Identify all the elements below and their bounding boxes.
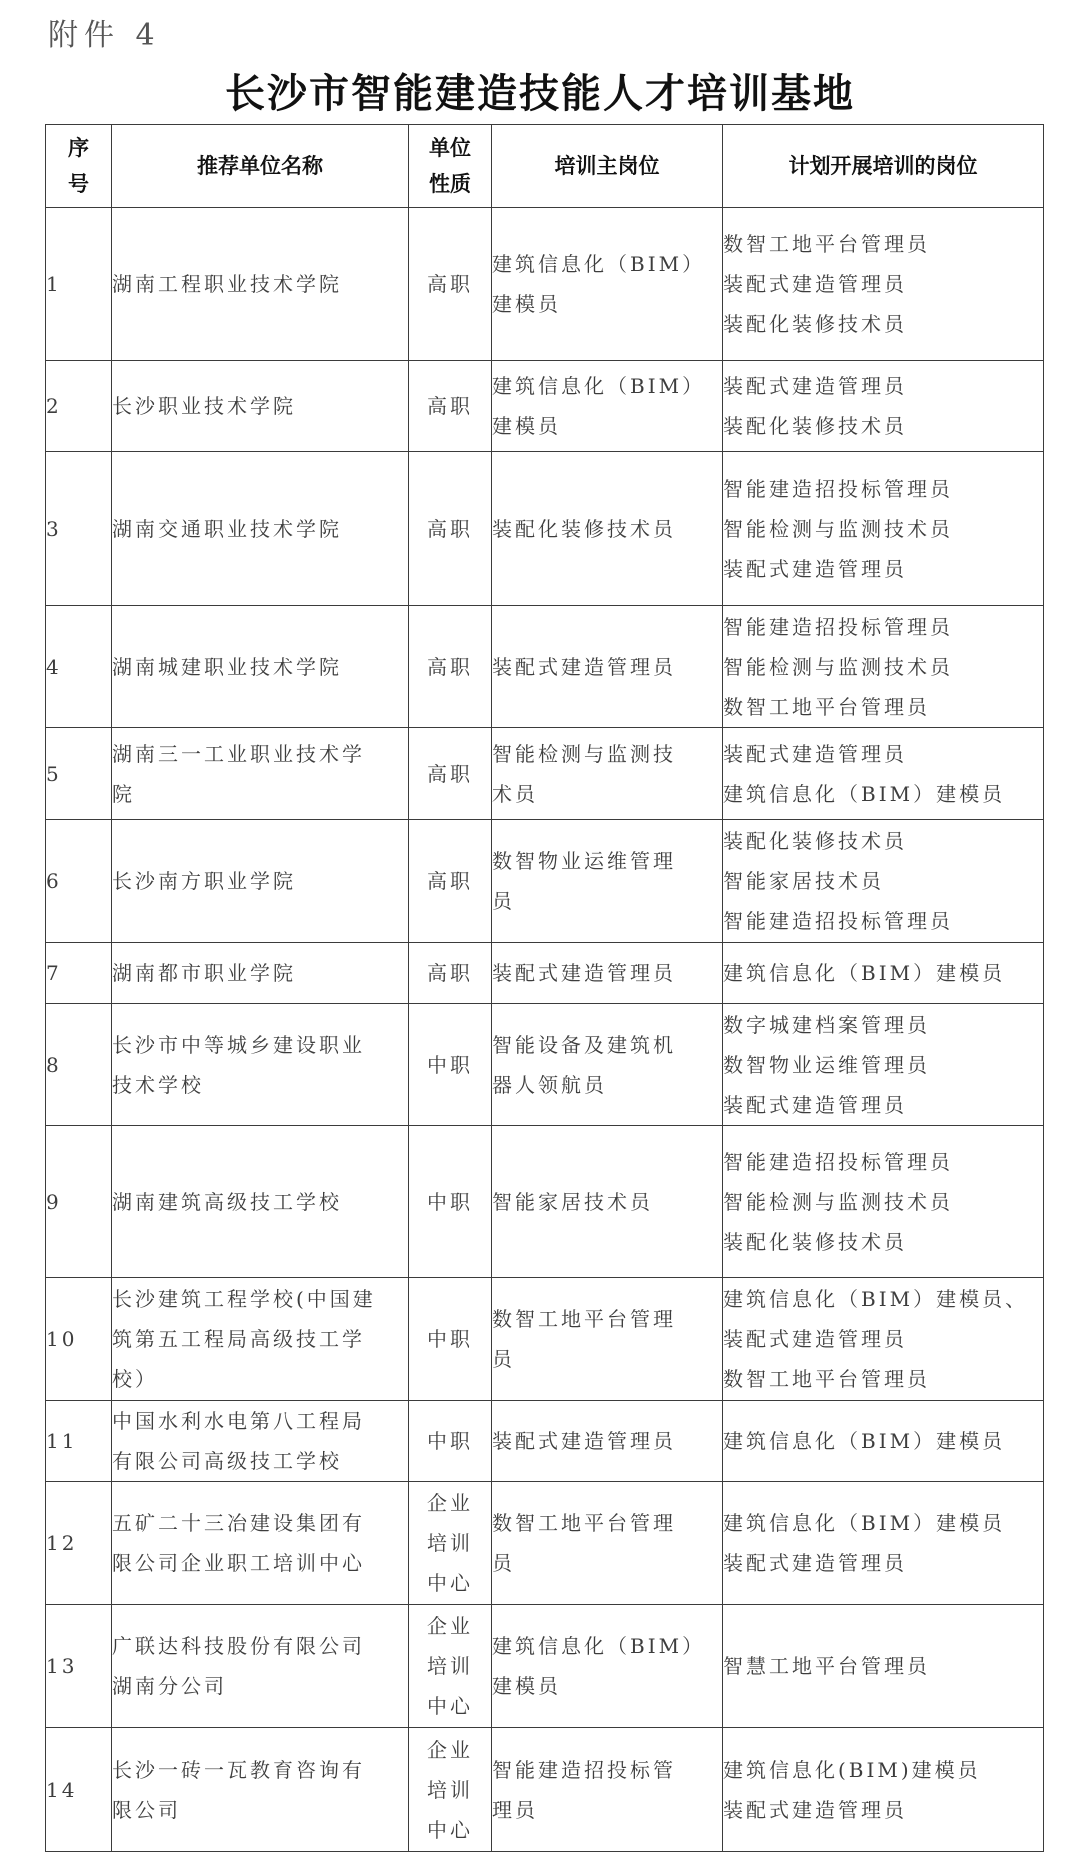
unit-name-line: 五矿二十三冶建设集团有 <box>112 1511 365 1535</box>
unit-type-cell <box>409 1126 492 1278</box>
planned-post-line: 装配化装修技术员 <box>723 414 907 438</box>
unit-type-cell <box>409 728 492 820</box>
main-post-line: 智能家居技术员 <box>492 1189 653 1214</box>
serial-number-cell: 2 <box>46 361 112 452</box>
planned-posts-cell <box>723 1126 1044 1278</box>
main-post-line: 装配式建造管理员 <box>492 654 676 679</box>
main-post-line: 建模员 <box>492 1674 561 1698</box>
header-unit-name: 推荐单位名称 <box>112 125 409 208</box>
unit-type-line: 企业 <box>427 1737 473 1762</box>
main-post-line: 装配化装修技术员 <box>492 516 676 541</box>
serial-number-cell: 1 <box>46 208 112 361</box>
main-post-line: 建模员 <box>492 414 561 438</box>
header-type-line: 单位 <box>429 136 471 160</box>
unit-type-line: 中心 <box>427 1571 473 1595</box>
main-post-line: 建筑信息化（BIM） <box>492 374 706 398</box>
unit-name-line: 长沙南方职业学院 <box>112 869 296 893</box>
unit-type-line: 培训 <box>427 1777 473 1802</box>
planned-post-line: 数智工地平台管理员 <box>723 694 930 719</box>
serial-number-cell: 9 <box>46 1126 112 1278</box>
serial-number-cell: 7 <box>46 943 112 1004</box>
main-post-cell <box>492 943 723 1004</box>
planned-post-line: 数智工地平台管理员 <box>723 232 930 256</box>
main-post-line: 员 <box>492 1347 515 1371</box>
planned-posts-cell <box>723 1605 1044 1728</box>
planned-post-line: 装配式建造管理员 <box>723 556 907 581</box>
table-body <box>46 208 1044 1852</box>
unit-name-cell <box>112 1482 409 1605</box>
unit-name-cell <box>112 1004 409 1126</box>
main-post-cell <box>492 728 723 820</box>
header-planned-posts: 计划开展培训的岗位 <box>723 125 1044 208</box>
unit-type-line: 中职 <box>427 1052 473 1077</box>
table-row <box>46 943 1044 1004</box>
serial-number-cell: 12 <box>46 1482 112 1605</box>
unit-name-line: 长沙建筑工程学校(中国建 <box>112 1287 376 1311</box>
document-title: 长沙市智能建造技能人才培训基地 <box>225 70 855 117</box>
main-post-line: 建筑信息化（BIM） <box>492 252 706 276</box>
unit-type-cell <box>409 606 492 728</box>
planned-post-line: 数智物业运维管理员 <box>723 1052 930 1077</box>
header-serial-number <box>46 125 112 208</box>
planned-post-line: 装配式建造管理员 <box>723 374 907 398</box>
planned-post-line: 装配式建造管理员 <box>723 1797 907 1822</box>
planned-posts-cell <box>723 208 1044 361</box>
table-row <box>46 1728 1044 1852</box>
planned-post-line: 数字城建档案管理员 <box>723 1012 930 1037</box>
unit-type-cell <box>409 820 492 943</box>
main-post-line: 术员 <box>492 781 538 806</box>
unit-type-line: 中职 <box>427 1429 473 1453</box>
table-row <box>46 1482 1044 1605</box>
unit-type-line: 中心 <box>427 1817 473 1842</box>
header-type-line: 性质 <box>429 172 471 196</box>
main-post-line: 建筑信息化（BIM） <box>492 1634 706 1658</box>
unit-type-cell <box>409 361 492 452</box>
planned-post-line: 智能检测与监测技术员 <box>723 654 953 679</box>
planned-post-line: 装配式建造管理员 <box>723 1327 907 1351</box>
unit-name-cell <box>112 943 409 1004</box>
main-post-line: 装配式建造管理员 <box>492 1429 676 1453</box>
table-header-row <box>46 125 1044 208</box>
planned-posts-cell <box>723 1728 1044 1852</box>
main-post-line: 数智工地平台管理 <box>492 1307 676 1331</box>
unit-type-cell <box>409 1401 492 1482</box>
planned-post-line: 装配化装修技术员 <box>723 1229 907 1254</box>
serial-number-cell: 6 <box>46 820 112 943</box>
unit-name-line: 长沙一砖一瓦教育咨询有 <box>112 1757 365 1782</box>
main-post-line: 智能建造招投标管 <box>492 1757 676 1782</box>
table-row <box>46 208 1044 361</box>
planned-post-line: 智能建造招投标管理员 <box>723 1149 953 1174</box>
unit-name-line: 长沙职业技术学院 <box>112 394 296 418</box>
unit-type-line: 企业 <box>427 1491 473 1515</box>
unit-type-line: 中职 <box>427 1327 473 1351</box>
unit-type-cell <box>409 452 492 606</box>
unit-type-cell <box>409 1004 492 1126</box>
main-post-cell <box>492 1482 723 1605</box>
planned-posts-cell <box>723 452 1044 606</box>
unit-name-cell <box>112 728 409 820</box>
main-post-line: 装配式建造管理员 <box>492 961 676 985</box>
unit-type-cell <box>409 1278 492 1401</box>
unit-type-line: 高职 <box>427 654 473 679</box>
table-row <box>46 606 1044 728</box>
table-row <box>46 1278 1044 1401</box>
unit-name-line: 限公司 <box>112 1797 181 1822</box>
unit-name-line: 湖南建筑高级技工学校 <box>112 1189 342 1214</box>
unit-type-line: 企业 <box>427 1614 473 1638</box>
unit-type-line: 高职 <box>427 961 473 985</box>
unit-name-line: 湖南都市职业学院 <box>112 961 296 985</box>
main-post-cell <box>492 606 723 728</box>
main-post-cell <box>492 452 723 606</box>
unit-name-cell <box>112 361 409 452</box>
table-row <box>46 1004 1044 1126</box>
serial-number-cell: 10 <box>46 1278 112 1401</box>
planned-post-line: 建筑信息化（BIM）建模员 <box>723 1511 1006 1535</box>
unit-type-line: 高职 <box>427 394 473 418</box>
unit-name-line: 院 <box>112 781 135 806</box>
planned-post-line: 装配式建造管理员 <box>723 272 907 296</box>
unit-type-line: 中心 <box>427 1694 473 1718</box>
unit-name-cell <box>112 1126 409 1278</box>
main-post-line: 数智物业运维管理 <box>492 849 676 873</box>
unit-name-line: 广联达科技股份有限公司 <box>112 1634 365 1658</box>
planned-posts-cell <box>723 820 1044 943</box>
unit-type-cell <box>409 1728 492 1852</box>
planned-post-line: 数智工地平台管理员 <box>723 1367 930 1391</box>
main-post-line: 员 <box>492 889 515 913</box>
planned-post-line: 装配式建造管理员 <box>723 1551 907 1575</box>
planned-post-line: 装配化装修技术员 <box>723 829 907 853</box>
training-base-table <box>45 124 1044 1852</box>
main-post-cell <box>492 361 723 452</box>
planned-post-line: 建筑信息化（BIM）建模员 <box>723 781 1006 806</box>
unit-type-line: 高职 <box>427 869 473 893</box>
unit-name-line: 湖南交通职业技术学院 <box>112 516 342 541</box>
main-post-cell <box>492 1004 723 1126</box>
planned-posts-cell <box>723 728 1044 820</box>
planned-posts-cell <box>723 361 1044 452</box>
planned-post-line: 智慧工地平台管理员 <box>723 1654 930 1678</box>
unit-name-line: 限公司企业职工培训中心 <box>112 1551 365 1575</box>
unit-type-line: 中职 <box>427 1189 473 1214</box>
unit-type-line: 培训 <box>427 1654 473 1678</box>
planned-posts-cell <box>723 606 1044 728</box>
planned-post-line: 智能检测与监测技术员 <box>723 516 953 541</box>
planned-post-line: 智能家居技术员 <box>723 869 884 893</box>
main-post-line: 智能检测与监测技 <box>492 741 676 766</box>
planned-post-line: 装配式建造管理员 <box>723 1092 907 1117</box>
main-post-cell <box>492 1126 723 1278</box>
planned-posts-cell <box>723 943 1044 1004</box>
unit-name-cell <box>112 820 409 943</box>
unit-name-line: 校） <box>112 1367 158 1391</box>
unit-name-line: 技术学校 <box>112 1072 204 1097</box>
main-post-line: 员 <box>492 1551 515 1575</box>
header-serial-line: 序 <box>68 136 89 160</box>
unit-name-cell <box>112 452 409 606</box>
unit-name-line: 湖南分公司 <box>112 1674 227 1698</box>
main-post-cell <box>492 820 723 943</box>
serial-number-cell: 3 <box>46 452 112 606</box>
header-unit-type <box>409 125 492 208</box>
header-main-post: 培训主岗位 <box>492 125 723 208</box>
unit-name-cell <box>112 208 409 361</box>
header-serial-line: 号 <box>68 172 89 196</box>
unit-type-line: 培训 <box>427 1531 473 1555</box>
unit-type-line: 高职 <box>427 761 473 786</box>
unit-name-line: 筑第五工程局高级技工学 <box>112 1327 365 1351</box>
table-row <box>46 820 1044 943</box>
planned-post-line: 建筑信息化（BIM）建模员、 <box>723 1287 1029 1311</box>
planned-posts-cell <box>723 1004 1044 1126</box>
main-post-cell <box>492 1278 723 1401</box>
main-post-cell <box>492 1401 723 1482</box>
table-row <box>46 728 1044 820</box>
planned-post-line: 装配式建造管理员 <box>723 741 907 766</box>
unit-name-cell <box>112 1401 409 1482</box>
planned-post-line: 装配化装修技术员 <box>723 312 907 336</box>
unit-name-line: 中国水利水电第八工程局 <box>112 1409 365 1433</box>
planned-post-line: 建筑信息化（BIM）建模员 <box>723 1429 1006 1453</box>
main-post-cell <box>492 1728 723 1852</box>
unit-name-line: 湖南城建职业技术学院 <box>112 654 342 679</box>
unit-name-cell <box>112 606 409 728</box>
unit-name-line: 湖南三一工业职业技术学 <box>112 741 365 766</box>
main-post-cell <box>492 1605 723 1728</box>
planned-post-line: 建筑信息化(BIM)建模员 <box>723 1757 981 1782</box>
main-post-line: 智能设备及建筑机 <box>492 1032 676 1057</box>
planned-posts-cell <box>723 1278 1044 1401</box>
main-post-line: 建模员 <box>492 292 561 316</box>
table-row <box>46 1605 1044 1728</box>
attachment-label: 附件 4 <box>48 18 161 53</box>
unit-type-cell <box>409 1605 492 1728</box>
table-row <box>46 361 1044 452</box>
planned-post-line: 智能检测与监测技术员 <box>723 1189 953 1214</box>
unit-type-cell <box>409 1482 492 1605</box>
planned-post-line: 智能建造招投标管理员 <box>723 614 953 639</box>
unit-type-line: 高职 <box>427 516 473 541</box>
unit-type-cell <box>409 943 492 1004</box>
main-post-line: 数智工地平台管理 <box>492 1511 676 1535</box>
table-row <box>46 452 1044 606</box>
table-row <box>46 1401 1044 1482</box>
main-post-line: 理员 <box>492 1797 538 1822</box>
unit-name-cell <box>112 1605 409 1728</box>
serial-number-cell: 13 <box>46 1605 112 1728</box>
unit-name-line: 湖南工程职业技术学院 <box>112 272 342 296</box>
unit-type-cell <box>409 208 492 361</box>
unit-name-cell <box>112 1278 409 1401</box>
serial-number-cell: 11 <box>46 1401 112 1482</box>
unit-name-line: 长沙市中等城乡建设职业 <box>112 1032 365 1057</box>
planned-posts-cell <box>723 1482 1044 1605</box>
planned-post-line: 智能建造招投标管理员 <box>723 476 953 501</box>
planned-posts-cell <box>723 1401 1044 1482</box>
table-row <box>46 1126 1044 1278</box>
serial-number-cell: 8 <box>46 1004 112 1126</box>
planned-post-line: 智能建造招投标管理员 <box>723 909 953 933</box>
serial-number-cell: 5 <box>46 728 112 820</box>
unit-name-cell <box>112 1728 409 1852</box>
unit-type-line: 高职 <box>427 272 473 296</box>
planned-post-line: 建筑信息化（BIM）建模员 <box>723 961 1006 985</box>
main-post-line: 器人领航员 <box>492 1072 607 1097</box>
main-post-cell <box>492 208 723 361</box>
serial-number-cell: 4 <box>46 606 112 728</box>
serial-number-cell: 14 <box>46 1728 112 1852</box>
unit-name-line: 有限公司高级技工学校 <box>112 1449 342 1473</box>
